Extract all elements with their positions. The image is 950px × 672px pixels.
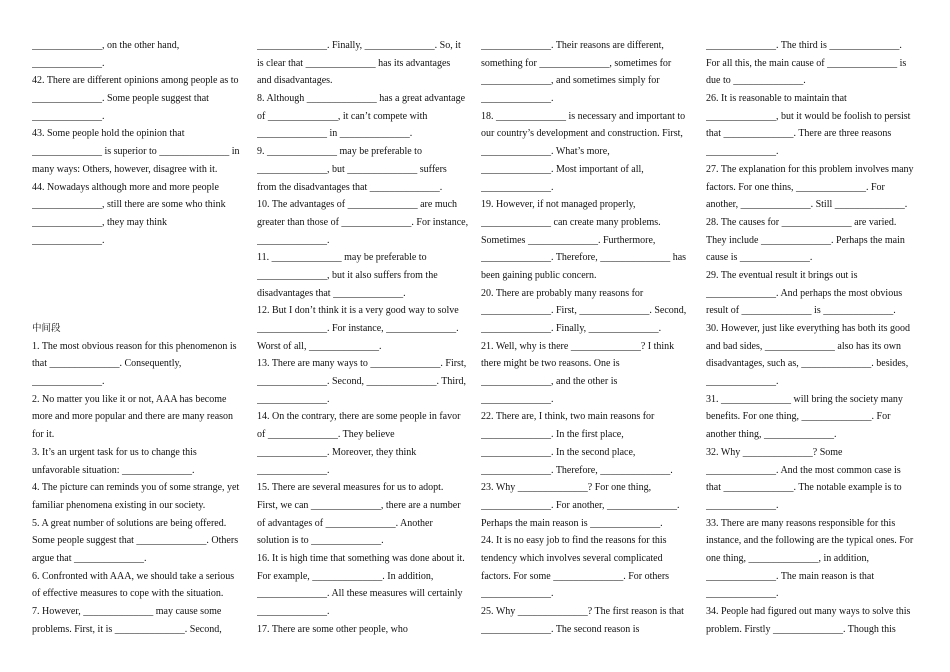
text-line: Worst of all, ______________.	[257, 340, 382, 352]
text-line: for it.	[32, 429, 55, 441]
column-1	[32, 37, 244, 638]
text-line: instance, and the following are the typical ones. For	[706, 535, 914, 547]
text-line: problems. First, it is ______________. Second,	[32, 623, 222, 635]
text-line: that ______________. The notable example is to	[706, 482, 902, 494]
text-line: 26. It is reasonable to maintain that	[706, 93, 847, 105]
text-line: 42. There are different opinions among people as to	[32, 75, 239, 87]
text-line: For example, ______________. In addition,	[257, 570, 434, 582]
text-line: Some people suggest that ______________. Others	[32, 535, 239, 547]
text-line: 13. There are many ways to ______________. First,	[257, 358, 467, 370]
text-line: factors. For one thins, ______________. For	[706, 181, 885, 193]
text-line: 30. However, just like everything has both its good	[706, 323, 911, 334]
text-line: tendency which involves several complicated	[481, 552, 663, 564]
text-line: 23. Why ______________? For one thing,	[481, 482, 652, 494]
text-line: result of ______________ is ______________.	[706, 305, 896, 317]
blank-line	[32, 267, 244, 285]
text-line: ______________. What’s more,	[481, 146, 610, 158]
text-line: ______________ in ______________.	[257, 128, 413, 140]
text-line: ______________. All these measures will certainly	[257, 588, 463, 600]
text-line: another thing, ______________.	[706, 429, 837, 441]
text-line: 25. Why ______________? The first reason is that	[481, 606, 684, 617]
column-3	[481, 37, 693, 638]
text-line: ______________ can create many problems.	[481, 216, 661, 228]
text-line: disadvantages that ______________.	[257, 287, 406, 299]
text-line: ______________. For instance, ______________.	[257, 323, 459, 334]
text-line: more and more popular and there are many reason	[32, 411, 234, 423]
text-line: ______________. The third is ______________.	[706, 40, 902, 51]
text-line: 15. There are several measures for us to adopt.	[257, 482, 444, 494]
text-line: ______________.	[32, 376, 105, 388]
text-line: ______________.	[257, 234, 330, 246]
text-line: problem. Firstly ______________. Though this	[706, 623, 896, 635]
text-line: ______________. Their reasons are different,	[481, 40, 664, 51]
text-line: ______________.	[706, 376, 779, 388]
text-line: 28. The causes for ______________ are varied.	[706, 216, 897, 228]
text-line: 18. ______________ is necessary and important to	[481, 110, 686, 122]
text-line: of ______________. They believe	[257, 429, 395, 441]
text-line: been gaining public concern.	[481, 269, 597, 281]
text-line: ______________.	[481, 181, 554, 193]
text-line: from the disadvantages that ______________.	[257, 181, 443, 193]
blank-line	[32, 285, 244, 303]
text-line: 43. Some people hold the opinion that	[32, 128, 185, 140]
text-line: ______________, but it also suffers from the	[257, 269, 438, 281]
text-line: 1. The most obvious reason for this phenomenon is	[32, 340, 237, 352]
text-line: ______________. And the most common case is	[706, 464, 901, 476]
text-line: ______________, and the other is	[481, 376, 618, 388]
text-line: 4. The picture can reminds you of some strange, yet	[32, 482, 240, 494]
text-line: due to ______________.	[706, 75, 806, 87]
text-line: ______________. Finally, ______________. So, it	[257, 40, 461, 51]
text-line: that ______________. There are three reasons	[706, 128, 892, 140]
text-line: 10. The advantages of ______________ are much	[257, 199, 458, 211]
text-line: 27. The explanation for this problem involves many	[706, 163, 914, 175]
text-line: 31. ______________ will bring the society many	[706, 393, 903, 405]
text-line: of advantages of ______________. Another	[257, 517, 433, 529]
text-line: ______________, but it would be foolish to persist	[706, 110, 911, 122]
text-line: ______________. First, ______________. Second,	[481, 305, 687, 317]
text-line: factors. For some ______________. For others	[481, 570, 670, 582]
text-line: 17. There are some other people, who	[257, 623, 408, 635]
blank-line	[32, 249, 244, 267]
text-line: one thing, ______________, in addition,	[706, 552, 870, 564]
text-line: 22. There are, I think, two main reasons for	[481, 411, 655, 423]
text-line: 9. ______________ may be preferable to	[257, 146, 422, 158]
text-line: 34. People had figured out many ways to solve this	[706, 606, 911, 617]
text-line: ______________. Moreover, they think	[257, 446, 417, 458]
text-line: 3. It’s an urgent task for us to change this	[32, 446, 197, 458]
text-line: 7. However, ______________ may cause some	[32, 606, 222, 617]
text-line: something for ______________, sometimes for	[481, 57, 672, 69]
text-line: ______________, still there are some who think	[32, 199, 226, 211]
text-line: ______________.	[706, 588, 779, 600]
text-line: 2. No matter you like it or not, AAA has become	[32, 393, 227, 405]
text-line: ______________, they may think	[32, 216, 167, 228]
text-line: unfavorable situation: ______________.	[32, 464, 195, 476]
text-line: ______________. The main reason is that	[706, 570, 875, 582]
text-line: 11. ______________ may be preferable to	[257, 252, 427, 264]
text-line: ______________.	[257, 464, 330, 476]
text-line: They include ______________. Perhaps the main	[706, 234, 905, 246]
text-line: ______________. In the second place,	[481, 446, 636, 458]
text-line: ______________.	[32, 57, 105, 69]
text-line: solution is to ______________.	[257, 535, 384, 547]
text-line: ______________.	[481, 93, 554, 105]
text-line: many ways: Others, however, disagree with it.	[32, 163, 218, 175]
text-line: ______________. Therefore, ______________ has	[481, 252, 687, 264]
text-line: 29. The eventual result it brings out is	[706, 269, 858, 281]
text-line: ______________. The second reason is	[481, 623, 640, 635]
text-line: ______________, on the other hand,	[32, 40, 180, 51]
text-line: 33. There are many reasons responsible for this	[706, 517, 896, 529]
text-line: 21. Well, why is there ______________? I think	[481, 340, 675, 352]
text-line: 32. Why ______________? Some	[706, 446, 843, 458]
text-line: cause is ______________.	[706, 252, 813, 264]
text-line: ______________, and sometimes simply for	[481, 75, 660, 87]
text-line: ______________. Therefore, ______________.	[481, 464, 673, 476]
text-line: and bad sides, ______________ also has its own	[706, 340, 901, 352]
text-line: For all this, the main cause of ______________ is	[706, 57, 907, 69]
text-line: ______________. In the first place,	[481, 429, 624, 441]
text-line: 19. However, if not managed properly,	[481, 199, 636, 211]
text-line: benefits. For one thing, ______________. For	[706, 411, 891, 423]
text-line: 14. On the contrary, there are some people in favor	[257, 411, 461, 423]
text-line: ______________. Finally, ______________.	[481, 323, 662, 334]
text-line: argue that ______________.	[32, 552, 147, 564]
text-line: Sometimes ______________. Furthermore,	[481, 234, 656, 246]
text-line: 12. But I don’t think it is a very good way to solve	[257, 305, 459, 317]
text-line: 24. It is no easy job to find the reasons for this	[481, 535, 667, 547]
text-line: 6. Confronted with AAA, we should take a serious	[32, 570, 235, 582]
column-2	[257, 37, 469, 638]
text-line: ______________.	[257, 393, 330, 405]
text-line: ______________. And perhaps the most obvious	[706, 287, 903, 299]
text-line: our country’s development and construction. First,	[481, 128, 683, 140]
text-line: another, ______________. Still ______________.	[706, 199, 908, 211]
section-heading: 中间段	[32, 323, 61, 334]
text-line: 8. Although ______________ has a great advantage	[257, 93, 466, 105]
text-line: of ______________, it can’t compete with	[257, 110, 428, 122]
blank-line	[32, 302, 244, 320]
text-line: there might be two reasons. One is	[481, 358, 620, 370]
text-line: ______________. For another, ______________.	[481, 499, 680, 511]
text-line: ______________ is superior to ______________ in	[32, 146, 240, 158]
text-line: First, we can ______________, there are a number	[257, 499, 461, 511]
text-line: ______________. Most important of all,	[481, 163, 644, 175]
text-line: 20. There are probably many reasons for	[481, 287, 644, 299]
text-line: ______________. Some people suggest that	[32, 93, 209, 105]
text-line: ______________.	[706, 499, 779, 511]
text-line: ______________, but ______________ suffers	[257, 163, 447, 175]
text-line: ______________.	[481, 588, 554, 600]
text-line: ______________. Second, ______________. Third,	[257, 376, 466, 388]
text-line: that ______________. Consequently,	[32, 358, 182, 370]
text-line: ______________.	[706, 146, 779, 158]
text-line: ______________.	[481, 393, 554, 405]
text-line: of effective measures to cope with the situation.	[32, 588, 224, 600]
text-line: ______________.	[257, 606, 330, 617]
text-line: Perhaps the main reason is ______________.	[481, 517, 663, 529]
text-line: and disadvantages.	[257, 75, 333, 87]
text-line: ______________.	[32, 110, 105, 122]
text-line: 5. A great number of solutions are being offered.	[32, 517, 227, 529]
text-line: disadvantages, such as, ______________. besides,	[706, 358, 909, 370]
text-line: 44. Nowadays although more and more people	[32, 181, 219, 193]
text-line: 16. It is high time that something was done about it.	[257, 552, 465, 564]
text-line: familiar phenomena existing in our society.	[32, 499, 206, 511]
column-4	[706, 37, 918, 638]
text-line: ______________.	[32, 234, 105, 246]
text-line: is clear that ______________ has its advantages	[257, 57, 451, 69]
text-line: greater than those of ______________. For instance,	[257, 216, 469, 228]
